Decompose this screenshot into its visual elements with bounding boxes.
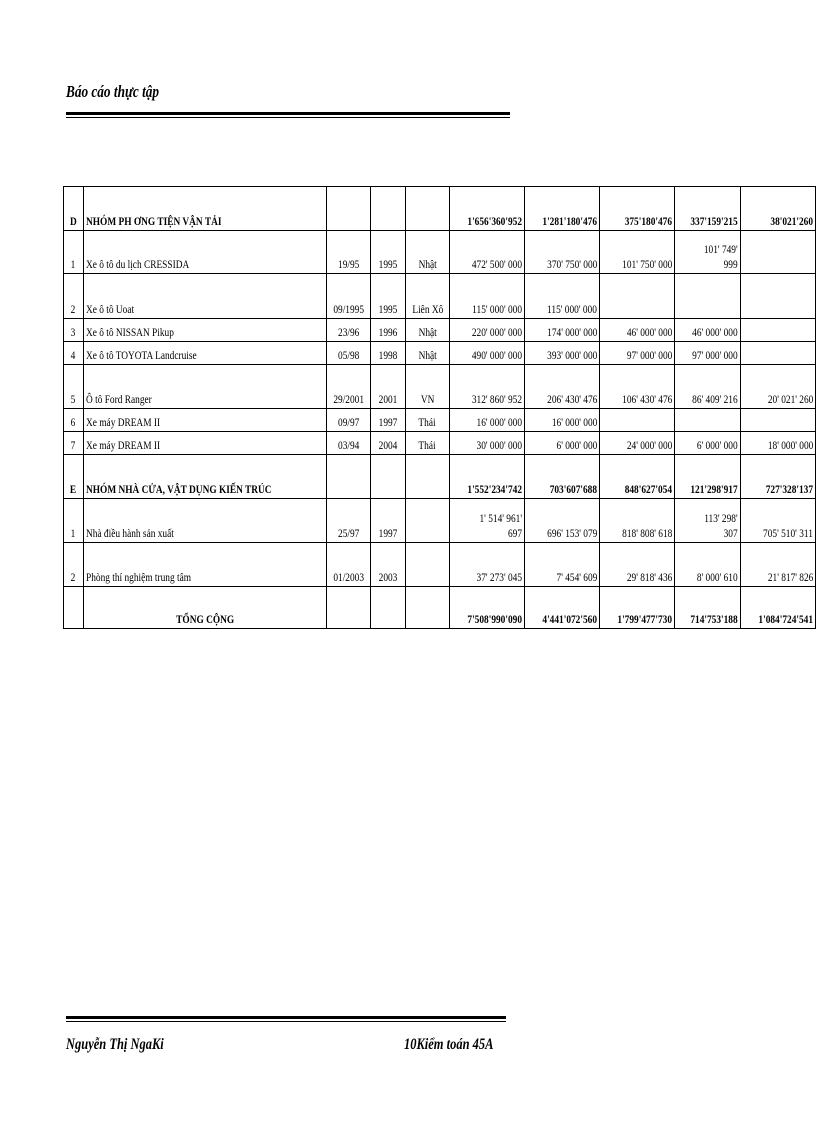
date-acquired: 23/96: [326, 319, 370, 342]
original-cost: 472' 500' 000: [450, 231, 525, 274]
table-row: [64, 342, 816, 365]
original-cost: 37' 273' 045: [450, 543, 525, 587]
report-title: Báo cáo thực tập: [66, 82, 160, 101]
header-rule-thick: [66, 112, 510, 115]
group-row: [64, 187, 816, 231]
table-row: [64, 319, 816, 342]
value-col-4: [675, 409, 741, 432]
accumulated-depreciation: 115' 000' 000: [525, 274, 600, 319]
origin-country: Nhật: [405, 231, 450, 274]
value-col-4: 6' 000' 000: [675, 432, 741, 455]
empty-cell: [371, 587, 405, 629]
origin-country: [405, 187, 450, 231]
accumulated-depreciation: 696' 153' 079: [525, 499, 600, 543]
date-acquired: 01/2003: [326, 543, 370, 587]
accumulated-depreciation: 174' 000' 000: [525, 319, 600, 342]
asset-name: Xe máy DREAM II: [83, 409, 326, 432]
total-v2: 4'441'072'560: [525, 587, 600, 629]
original-cost: 1'552'234'742: [450, 455, 525, 499]
residual-value: 848'627'054: [600, 455, 675, 499]
row-number: 3: [64, 319, 84, 342]
footer-rule-thick: [66, 1016, 506, 1019]
value-col-5: [740, 231, 815, 274]
asset-name: Xe ô tô NISSAN Pikup: [83, 319, 326, 342]
accumulated-depreciation: 7' 454' 609: [525, 543, 600, 587]
table-row: [64, 432, 816, 455]
original-cost: 220' 000' 000: [450, 319, 525, 342]
row-number: 6: [64, 409, 84, 432]
asset-name: Phòng thí nghiệm trung tâm: [83, 543, 326, 587]
value-col-5: 21' 817' 826: [740, 543, 815, 587]
asset-name: Xe ô tô du lịch CRESSIDA: [83, 231, 326, 274]
empty-cell: [326, 587, 370, 629]
table-row: [64, 409, 816, 432]
header-rule-thin: [66, 117, 510, 118]
date-acquired: 05/98: [326, 342, 370, 365]
date-acquired: 25/97: [326, 499, 370, 543]
original-cost: 115' 000' 000: [450, 274, 525, 319]
value-col-4: 46' 000' 000: [675, 319, 741, 342]
asset-name: NHÓM NHÀ CỬA, VẬT DỤNG KIẾN TRÚC: [83, 455, 326, 499]
row-number: 2: [64, 274, 84, 319]
accumulated-depreciation: 206' 430' 476: [525, 365, 600, 409]
original-cost: 490' 000' 000: [450, 342, 525, 365]
residual-value: [600, 409, 675, 432]
residual-value: 46' 000' 000: [600, 319, 675, 342]
residual-value: [600, 274, 675, 319]
year-in-use: 1997: [371, 409, 405, 432]
row-number: 7: [64, 432, 84, 455]
table-row: [64, 543, 816, 587]
table-row: [64, 365, 816, 409]
footer-rule-thin: [66, 1021, 506, 1022]
row-number: 1: [64, 499, 84, 543]
total-v1: 7'508'990'090: [450, 587, 525, 629]
value-col-4: 337'159'215: [675, 187, 741, 231]
residual-value: 29' 818' 436: [600, 543, 675, 587]
total-label: TỔNG CỘNG: [83, 587, 326, 629]
row-number: 1: [64, 231, 84, 274]
origin-country: [405, 499, 450, 543]
empty-cell: [64, 587, 84, 629]
origin-country: Nhật: [405, 342, 450, 365]
value-col-5: [740, 342, 815, 365]
year-in-use: [371, 455, 405, 499]
value-col-5: 705' 510' 311: [740, 499, 815, 543]
origin-country: Liên Xô: [405, 274, 450, 319]
footer-author: Nguyễn Thị NgaKi: [66, 1036, 164, 1053]
asset-name: Xe máy DREAM II: [83, 432, 326, 455]
original-cost: 1'656'360'952: [450, 187, 525, 231]
value-col-4: 8' 000' 610: [675, 543, 741, 587]
date-acquired: 29/2001: [326, 365, 370, 409]
year-in-use: 2004: [371, 432, 405, 455]
year-in-use: 2001: [371, 365, 405, 409]
value-col-5: 20' 021' 260: [740, 365, 815, 409]
date-acquired: [326, 455, 370, 499]
total-v5: 1'084'724'541: [740, 587, 815, 629]
original-cost: 16' 000' 000: [450, 409, 525, 432]
asset-name: Ô tô Ford Ranger: [83, 365, 326, 409]
residual-value: 106' 430' 476: [600, 365, 675, 409]
value-col-5: [740, 409, 815, 432]
value-col-4: 97' 000' 000: [675, 342, 741, 365]
residual-value: 101' 750' 000: [600, 231, 675, 274]
asset-name: NHÓM PH ƠNG TIỆN VẬN TẢI: [83, 187, 326, 231]
accumulated-depreciation: 703'607'688: [525, 455, 600, 499]
row-number: D: [64, 187, 84, 231]
asset-name: Xe ô tô Uoat: [83, 274, 326, 319]
value-col-4: [675, 274, 741, 319]
origin-country: [405, 455, 450, 499]
value-col-5: [740, 274, 815, 319]
original-cost: 1' 514' 961' 697: [450, 499, 525, 543]
residual-value: 97' 000' 000: [600, 342, 675, 365]
total-row: [64, 587, 816, 629]
value-col-5: [740, 319, 815, 342]
original-cost: 30' 000' 000: [450, 432, 525, 455]
origin-country: [405, 543, 450, 587]
date-acquired: 09/97: [326, 409, 370, 432]
origin-country: Thái: [405, 409, 450, 432]
accumulated-depreciation: 370' 750' 000: [525, 231, 600, 274]
year-in-use: 1998: [371, 342, 405, 365]
residual-value: 375'180'476: [600, 187, 675, 231]
total-v3: 1'799'477'730: [600, 587, 675, 629]
date-acquired: 19/95: [326, 231, 370, 274]
page-number: 10: [404, 1036, 417, 1053]
date-acquired: [326, 187, 370, 231]
value-col-4: 113' 298' 307: [675, 499, 741, 543]
value-col-4: 101' 749' 999: [675, 231, 741, 274]
year-in-use: 1997: [371, 499, 405, 543]
table-row: [64, 499, 816, 543]
footer-page-class: [404, 1036, 493, 1054]
date-acquired: 03/94: [326, 432, 370, 455]
row-number: E: [64, 455, 84, 499]
total-v4: 714'753'188: [675, 587, 741, 629]
value-col-4: 86' 409' 216: [675, 365, 741, 409]
asset-name: Xe ô tô TOYOTA Landcruise: [83, 342, 326, 365]
origin-country: VN: [405, 365, 450, 409]
value-col-5: 18' 000' 000: [740, 432, 815, 455]
year-in-use: 1995: [371, 231, 405, 274]
row-number: 2: [64, 543, 84, 587]
asset-name: Nhà điều hành sản xuất: [83, 499, 326, 543]
empty-cell: [405, 587, 450, 629]
year-in-use: 2003: [371, 543, 405, 587]
row-number: 4: [64, 342, 84, 365]
value-col-5: 727'328'137: [740, 455, 815, 499]
group-row: [64, 455, 816, 499]
original-cost: 312' 860' 952: [450, 365, 525, 409]
accumulated-depreciation: 1'281'180'476: [525, 187, 600, 231]
residual-value: 24' 000' 000: [600, 432, 675, 455]
row-number: 5: [64, 365, 84, 409]
accumulated-depreciation: 16' 000' 000: [525, 409, 600, 432]
class-name: Kiểm toán 45A: [416, 1036, 494, 1053]
fixed-asset-table: [63, 186, 816, 629]
residual-value: 818' 808' 618: [600, 499, 675, 543]
table-row: [64, 231, 816, 274]
accumulated-depreciation: 393' 000' 000: [525, 342, 600, 365]
year-in-use: [371, 187, 405, 231]
date-acquired: 09/1995: [326, 274, 370, 319]
origin-country: Nhật: [405, 319, 450, 342]
origin-country: Thái: [405, 432, 450, 455]
accumulated-depreciation: 6' 000' 000: [525, 432, 600, 455]
year-in-use: 1996: [371, 319, 405, 342]
value-col-5: 38'021'260: [740, 187, 815, 231]
year-in-use: 1995: [371, 274, 405, 319]
value-col-4: 121'298'917: [675, 455, 741, 499]
table-row: [64, 274, 816, 319]
